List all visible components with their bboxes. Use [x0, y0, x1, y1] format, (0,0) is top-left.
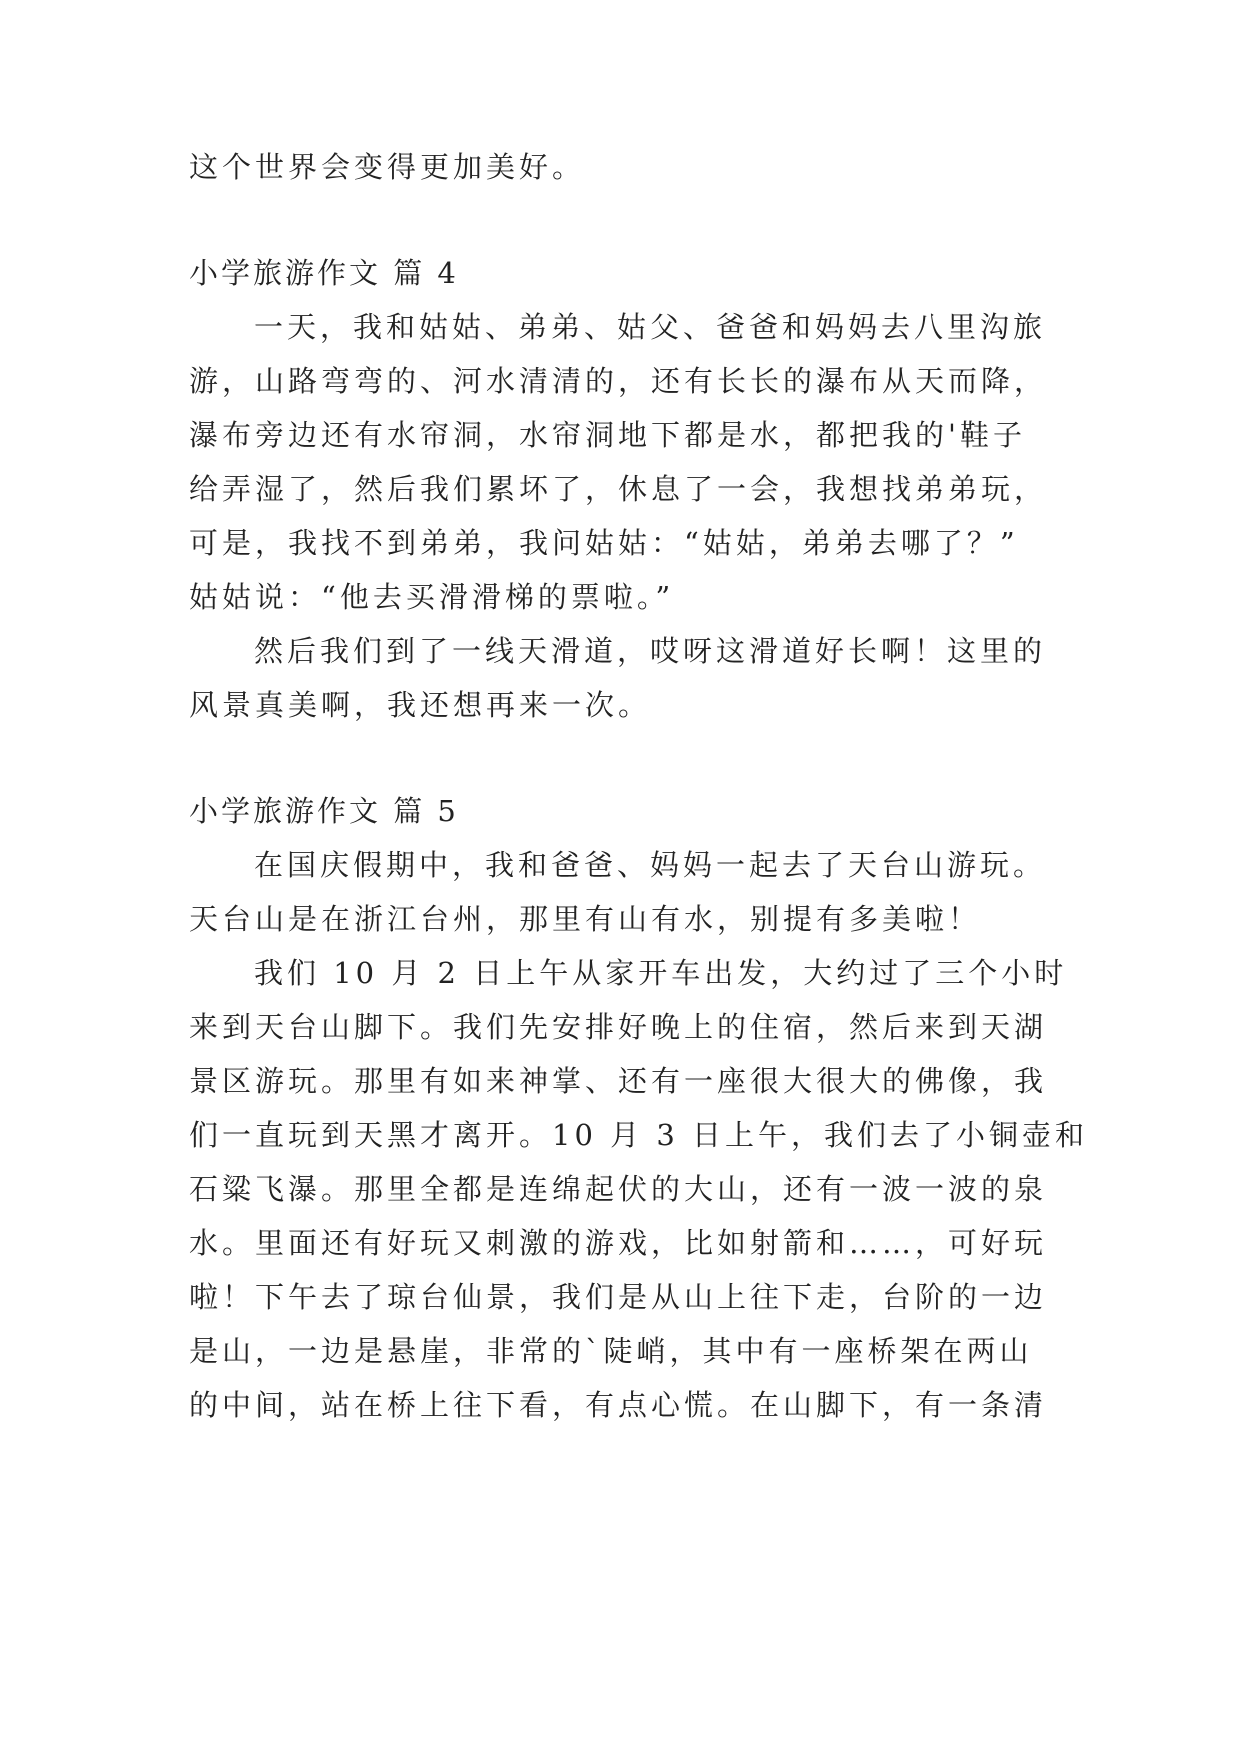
s4-p2-line-2: 风景真美啊，我还想再来一次。	[189, 688, 652, 722]
s4-p2-line-1: 然后我们到了一线天滑道，哎呀这滑道好长啊！这里的	[254, 634, 1047, 668]
s5-p2-line-1: 我们 10 月 2 日上午从家开车出发，大约过了三个小时	[254, 956, 1068, 990]
s4-p1-line-5: 可是，我找不到弟弟，我问姑姑：“姑姑，弟弟去哪了？”	[189, 526, 1019, 560]
s5-p2-line-6: 水。里面还有好玩又刺激的游戏，比如射箭和……，可好玩	[189, 1226, 1048, 1260]
s5-p2-line-3: 景区游玩。那里有如来神掌、还有一座很大很大的佛像，我	[189, 1064, 1048, 1098]
s4-p1-line-3: 瀑布旁边还有水帘洞，水帘洞地下都是水，都把我的'鞋子	[189, 418, 1026, 452]
s5-p2-line-5: 石粱飞瀑。那里全都是连绵起伏的大山，还有一波一波的泉	[189, 1172, 1048, 1206]
s5-p2-line-4: 们一直玩到天黑才离开。10 月 3 日上午，我们去了小铜壶和	[189, 1118, 1089, 1152]
s4-p1-line-1: 一天，我和姑姑、弟弟、姑父、爸爸和妈妈去八里沟旅	[254, 310, 1047, 344]
s5-p2-line-8: 是山，一边是悬崖，非常的`陡峭，其中有一座桥架在两山	[189, 1334, 1033, 1368]
s5-p2-line-7: 啦！下午去了琼台仙景，我们是从山上往下走，台阶的一边	[189, 1280, 1048, 1314]
s4-p1-line-6: 姑姑说：“他去买滑滑梯的票啦。”	[189, 580, 675, 614]
s5-p1-line-1: 在国庆假期中，我和爸爸、妈妈一起去了天台山游玩。	[254, 848, 1047, 882]
s5-p1-line-2: 天台山是在浙江台州，那里有山有水，别提有多美啦！	[189, 902, 982, 936]
s4-p1-line-4: 给弄湿了，然后我们累坏了，休息了一会，我想找弟弟玩，	[189, 472, 1048, 506]
s5-p2-line-9: 的中间，站在桥上往下看，有点心慌。在山脚下，有一条清	[189, 1388, 1048, 1422]
s5-p2-line-2: 来到天台山脚下。我们先安排好晚上的住宿，然后来到天湖	[189, 1010, 1048, 1044]
section-4-heading: 小学旅游作文 篇 4	[189, 256, 459, 290]
intro-tail-line: 这个世界会变得更加美好。	[189, 150, 586, 184]
s4-p1-line-2: 游，山路弯弯的、河水清清的，还有长长的瀑布从天而降，	[189, 364, 1048, 398]
section-5-heading: 小学旅游作文 篇 5	[189, 794, 459, 828]
